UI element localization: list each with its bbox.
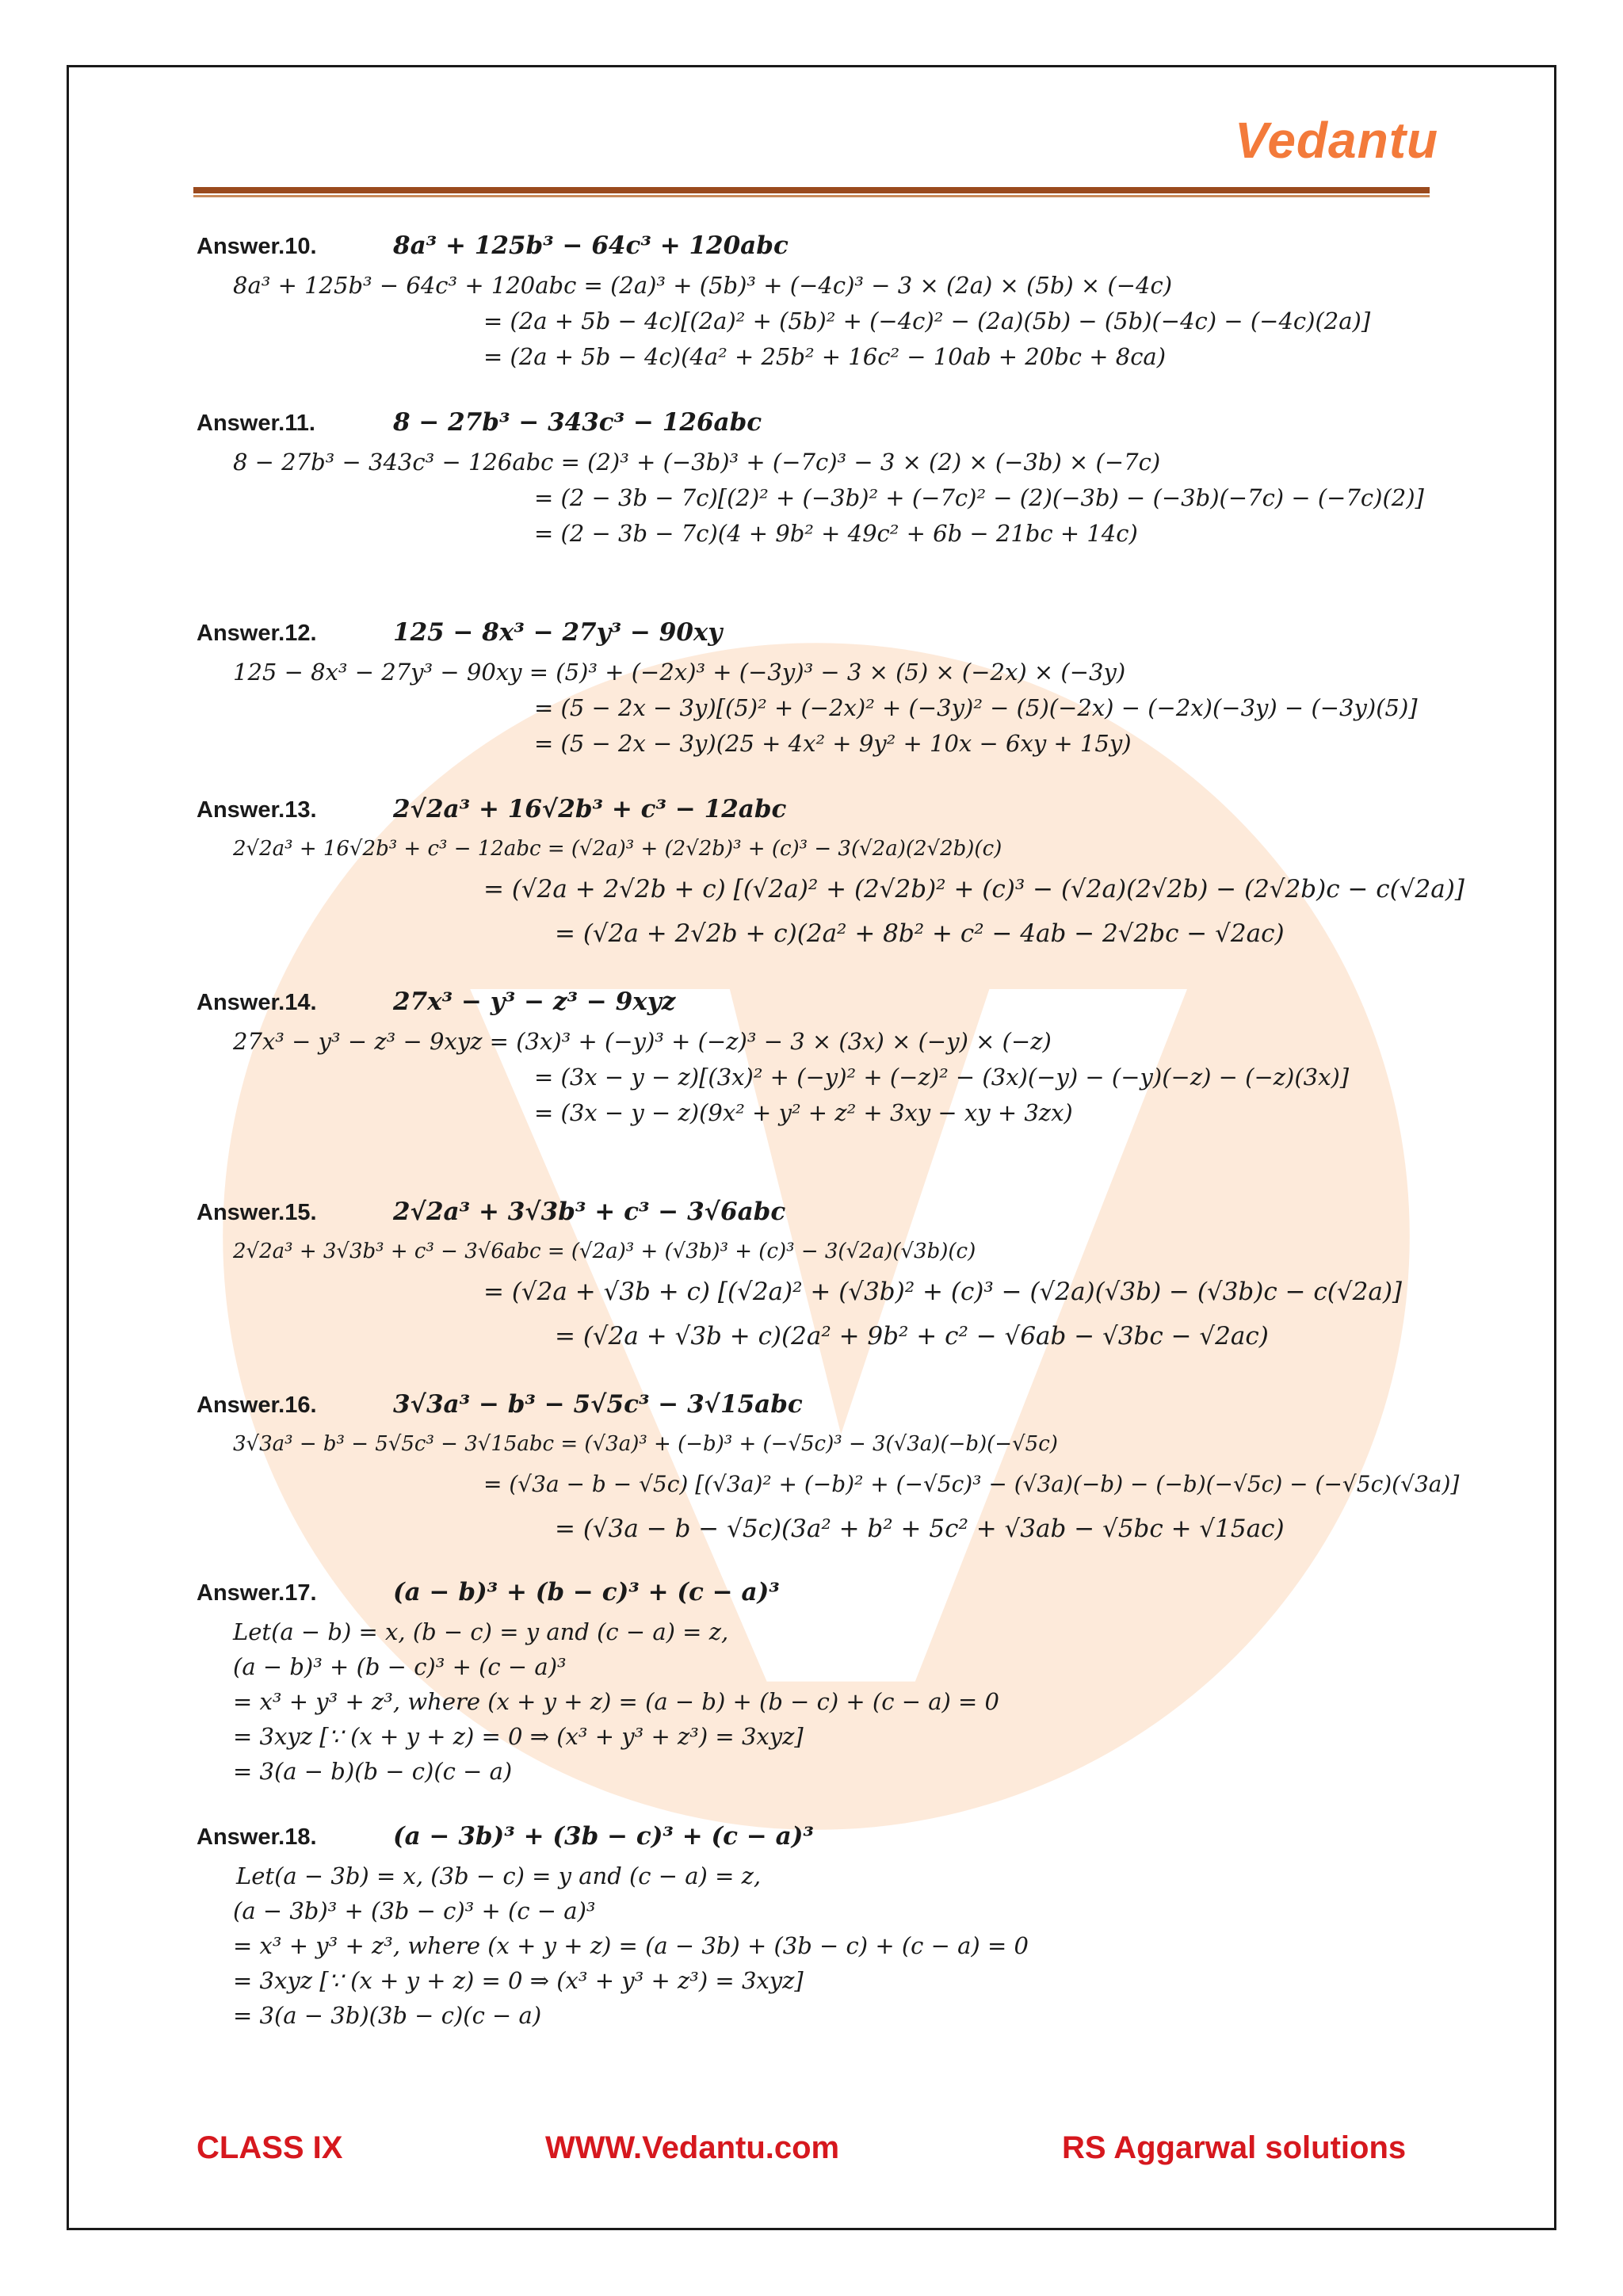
solution-line: = 3(a − 3b)(3b − c)(c − a) [233, 2002, 542, 2029]
answer-block-18 [197, 1822, 1560, 2033]
footer-class: CLASS IX [197, 2130, 343, 2165]
answer-label: Answer.13. [197, 797, 317, 823]
solution-line: 125 − 8x³ − 27y³ − 90xy = (5)³ + (−2x)³ + (−3y)³ − 3 × (5) × (−2x) × (−3y) [233, 659, 1126, 686]
solution-line: = (√2a + 2√2b + c) [(√2a)² + (2√2b)² + (c)³ − (√2a)(2√2b) − (2√2b)c − c(√2a)] [483, 875, 1465, 904]
vedantu-logo: Vedantu [1235, 112, 1439, 169]
answer-problem: 125 − 8x³ − 27y³ − 90xy [393, 618, 723, 647]
solution-line: (a − 3b)³ + (3b − c)³ + (c − a)³ [233, 1897, 596, 1924]
footer-website-link[interactable]: WWW.Vedantu.com [545, 2130, 840, 2165]
answer-block-14 [197, 988, 1560, 1131]
answer-problem: (a − 3b)³ + (3b − c)³ + (c − a)³ [393, 1822, 814, 1851]
solution-line: = (2a + 5b − 4c)[(2a)² + (5b)² + (−4c)² − (2a)(5b) − (5b)(−4c) − (−4c)(2a)] [483, 308, 1371, 334]
answer-block-13 [197, 795, 1560, 956]
solution-line: 2√2a³ + 16√2b³ + c³ − 12abc = (√2a)³ + (2√2b)³ + (c)³ − 3(√2a)(2√2b)(c) [233, 837, 1002, 861]
solutions-content [197, 231, 1560, 2033]
answer-problem: 3√3a³ − b³ − 5√5c³ − 3√15abc [393, 1390, 803, 1419]
solution-line: = 3xyz [∵ (x + y + z) = 0 ⇒ (x³ + y³ + z³) = 3xyz] [233, 1967, 804, 1994]
solution-line: = 3(a − b)(b − c)(c − a) [233, 1758, 513, 1785]
solution-line: Let(a − 3b) = x, (3b − c) = y and (c − a) = z, [236, 1862, 762, 1889]
solution-line: = (5 − 2x − 3y)(25 + 4x² + 9y² + 10x − 6xy + 15y) [534, 730, 1132, 757]
answer-problem: 2√2a³ + 16√2b³ + c³ − 12abc [393, 795, 787, 823]
solution-line: 2√2a³ + 3√3b³ + c³ − 3√6abc = (√2a)³ + (√3b)³ + (c)³ − 3(√2a)(√3b)(c) [233, 1240, 976, 1263]
solution-line: 8a³ + 125b³ − 64c³ + 120abc = (2a)³ + (5b)³ + (−4c)³ − 3 × (2a) × (5b) × (−4c) [233, 272, 1173, 299]
answer-problem: 8 − 27b³ − 343c³ − 126abc [393, 408, 762, 437]
solution-line: = x³ + y³ + z³, where (x + y + z) = (a − b) + (b − c) + (c − a) = 0 [233, 1688, 1000, 1715]
answer-block-16 [197, 1390, 1560, 1551]
header-rule [193, 187, 1430, 193]
answer-label: Answer.11. [197, 411, 315, 436]
solution-line: = (5 − 2x − 3y)[(5)² + (−2x)² + (−3y)² − (5)(−2x) − (−2x)(−3y) − (−3y)(5)] [534, 694, 1418, 721]
answer-problem: 8a³ + 125b³ − 64c³ + 120abc [393, 231, 789, 260]
footer-book-title: RS Aggarwal solutions [1062, 2130, 1407, 2165]
answer-problem: 27x³ − y³ − z³ − 9xyz [393, 988, 676, 1016]
solution-line: = (√3a − b − √5c) [(√3a)² + (−b)² + (−√5c)³ − (√3a)(−b) − (−b)(−√5c) − (−√5c)(√3a)] [483, 1471, 1460, 1497]
answer-problem: 2√2a³ + 3√3b³ + c³ − 3√6abc [393, 1198, 786, 1226]
solution-line: = (√2a + 2√2b + c)(2a² + 8b² + c² − 4ab − 2√2bc − √2ac) [555, 919, 1285, 948]
answer-label: Answer.14. [197, 990, 317, 1015]
solution-line: = (3x − y − z)[(3x)² + (−y)² + (−z)² − (3x)(−y) − (−y)(−z) − (−z)(3x)] [534, 1064, 1350, 1091]
solution-line: = (2 − 3b − 7c)[(2)² + (−3b)² + (−7c)² − (2)(−3b) − (−3b)(−7c) − (−7c)(2)] [534, 484, 1424, 511]
solution-line: (a − b)³ + (b − c)³ + (c − a)³ [233, 1653, 567, 1680]
answer-block-15 [197, 1198, 1560, 1358]
answer-label: Answer.16. [197, 1392, 317, 1418]
answer-label: Answer.10. [197, 234, 317, 259]
answer-block-17 [197, 1578, 1560, 1789]
solution-line: = (√2a + √3b + c)(2a² + 9b² + c² − √6ab − √3bc − √2ac) [555, 1322, 1269, 1350]
answer-block-11 [197, 408, 1560, 552]
solution-line: 8 − 27b³ − 343c³ − 126abc = (2)³ + (−3b)³ + (−7c)³ − 3 × (2) × (−3b) × (−7c) [233, 449, 1161, 476]
solution-line: = (2 − 3b − 7c)(4 + 9b² + 49c² + 6b − 21bc + 14c) [534, 520, 1138, 547]
answer-block-12 [197, 618, 1560, 762]
solution-line: = 3xyz [∵ (x + y + z) = 0 ⇒ (x³ + y³ + z³) = 3xyz] [233, 1723, 804, 1750]
answer-block-10 [197, 231, 1560, 375]
solution-line: = (3x − y − z)(9x² + y² + z² + 3xy − xy + 3zx) [534, 1099, 1073, 1126]
solution-line: = (2a + 5b − 4c)(4a² + 25b² + 16c² − 10ab + 20bc + 8ca) [483, 343, 1167, 370]
solution-line: 3√3a³ − b³ − 5√5c³ − 3√15abc = (√3a)³ + (−b)³ + (−√5c)³ − 3(√3a)(−b)(−√5c) [233, 1432, 1058, 1456]
solution-line: = (√3a − b − √5c)(3a² + b² + 5c² + √3ab − √5bc + √15ac) [555, 1515, 1285, 1543]
answer-label: Answer.15. [197, 1200, 317, 1225]
answer-label: Answer.17. [197, 1580, 317, 1606]
answer-label: Answer.12. [197, 621, 317, 646]
answer-label: Answer.18. [197, 1824, 317, 1850]
solution-line: = (√2a + √3b + c) [(√2a)² + (√3b)² + (c)³ − (√2a)(√3b) − (√3b)c − c(√2a)] [483, 1278, 1403, 1306]
solution-line: = x³ + y³ + z³, where (x + y + z) = (a − 3b) + (3b − c) + (c − a) = 0 [233, 1932, 1029, 1959]
solution-line: Let(a − b) = x, (b − c) = y and (c − a) = z, [233, 1618, 729, 1645]
answer-problem: (a − b)³ + (b − c)³ + (c − a)³ [393, 1578, 780, 1606]
header-rule-thin [193, 195, 1430, 197]
solution-line: 27x³ − y³ − z³ − 9xyz = (3x)³ + (−y)³ + (−z)³ − 3 × (3x) × (−y) × (−z) [233, 1028, 1052, 1055]
